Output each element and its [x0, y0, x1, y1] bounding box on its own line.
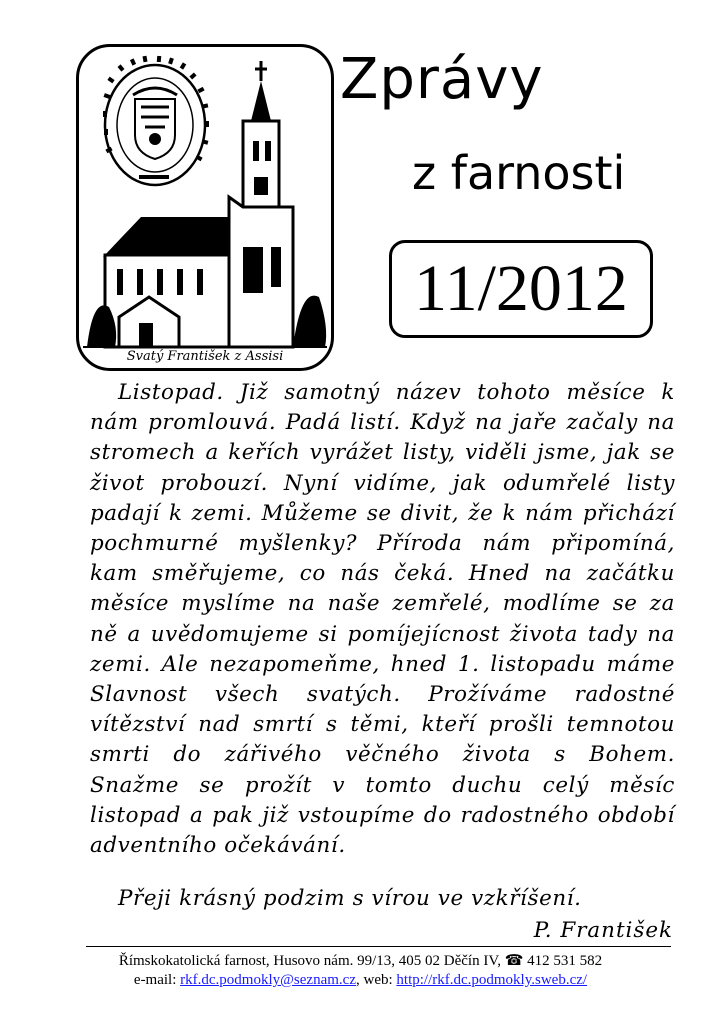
email-link[interactable]: rkf.dc.podmokly@seznam.cz — [180, 972, 356, 988]
signature: P. František — [533, 918, 673, 943]
web-link[interactable]: http://rkf.dc.podmokly.sweb.cz/ — [396, 972, 588, 988]
newsletter-title: Zprávy — [340, 47, 544, 112]
church-drawing — [83, 61, 327, 347]
footer-contacts — [0, 971, 721, 989]
church-illustration — [79, 47, 331, 368]
web-label: , web: — [355, 972, 397, 988]
footer-address: Římskokatolická farnost, Husovo nám. 99/13, 405 02 Děčín IV, ☎ 412 531 582 — [118, 953, 603, 969]
parish-emblem — [76, 44, 334, 371]
footer-divider — [86, 946, 671, 947]
issue-number: 11/2012 — [389, 240, 653, 338]
parish-seal — [103, 56, 209, 185]
email-label: e-mail: — [133, 972, 181, 988]
article-paragraph: Listopad. Již samotný název tohoto měsíce k nám promlouvá. Padá listí. Když na jaře začaly na stromech a keřích vyrážet listy, viděli jsme, jak se život probouzí. Nyní vidíme, jak odumřelé listy padají k zemi. Můžeme se divit, že k nám přichází pochmurné myšlenky? Příroda nám připomíná, kam směřujeme, co nás čeká. Hned na začátku měsíce myslíme na naše zemřelé, modlíme se za ně a uvědomujeme si pomíjejícnost života tady na zemi. Ale nezapomeňme, hned 1. listopadu máme Slavnost všech svatých. Prožíváme radostné vítězství nad smrtí s těmi, kteří prošli temnotou smrti do zářivého věčného života s Bohem. Snažme se prožít v tomto duchu celý měsíc listopad a pak již vstoupíme do radostného období adventního očekávání. — [90, 380, 675, 859]
newsletter-subtitle: z farnosti — [412, 146, 626, 200]
emblem-caption: Svatý František z Assisi — [126, 349, 284, 364]
greeting: Přeji krásný podzim s vírou ve vzkříšení. — [118, 886, 582, 911]
article-body — [90, 378, 675, 861]
